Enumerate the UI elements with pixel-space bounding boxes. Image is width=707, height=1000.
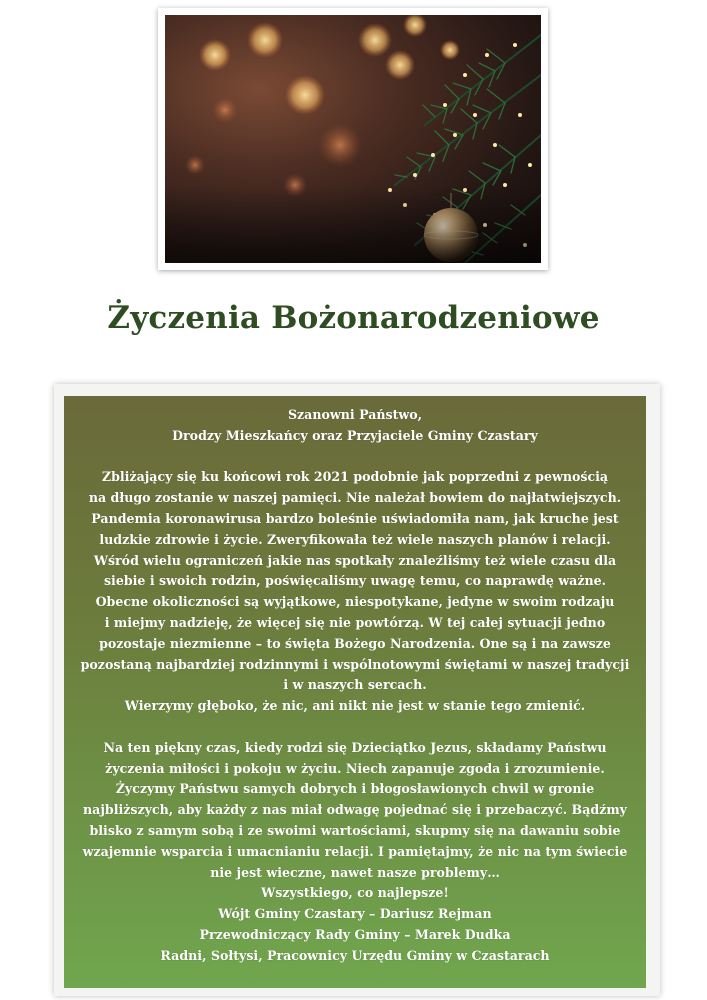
christmas-tree-illustration <box>165 15 541 263</box>
closing-line: Wszystkiego, co najlepsze! <box>261 885 449 901</box>
paragraph1-line: siebie i swoich rodzin, poświęcaliśmy uwagę temu, co naprawdę ważne. <box>103 573 607 589</box>
paragraph2-line: najbliższych, aby każdy z nas miał odwagę pojednać się i przebaczyć. Bądźmy <box>83 802 627 818</box>
greeting-line: Szanowni Państwo, <box>287 407 423 422</box>
signature-line: Przewodniczący Rady Gminy – Marek Dudka <box>199 926 511 942</box>
paragraph1-line: Zbliżający się ku końcowi rok 2021 podobnie jak poprzedni z pewnością <box>101 469 609 485</box>
page-title: Życzenia Bożonarodzeniowe <box>107 300 600 336</box>
signature-line: Radni, Sołtysi, Pracownicy Urzędu Gminy w Czastarach <box>160 947 550 963</box>
paragraph1-line: i w naszych sercach. <box>283 677 427 693</box>
paragraph2-line: wzajemnie wsparcia i umacnianiu relacji. I pamiętajmy, że nic na tym świecie <box>82 843 628 859</box>
paragraph1-line: Obecne okoliczności są wyjątkowe, niespotykane, jedyne w swoim rodzaju <box>95 594 615 610</box>
paragraph1-line: i miejmy nadzieję, że więcej się nie powtórzą. W tej całej sytuacji jedno <box>104 614 606 630</box>
paragraph1-line: Wśród wielu ograniczeń jakie nas spotkały znaleźliśmy też wiele czasu dla <box>93 552 617 568</box>
paragraph1-line: ludzkie zdrowie i życie. Zweryfikowała też wiele naszych planów i relacji. <box>99 531 611 547</box>
paragraph1-line: na długo zostanie w naszej pamięci. Nie należał bowiem do najłatwiejszych. <box>88 490 622 506</box>
paragraph2-line: Na ten piękny czas, kiedy rodzi się Dzieciątko Jezus, składamy Państwu <box>103 739 607 755</box>
paragraph2-line: blisko z samym sobą i ze swoimi wartościami, skupmy się na dawaniu sobie <box>89 822 621 838</box>
paragraph2-line: nie jest wieczne, nawet nasze problemy… <box>210 864 500 880</box>
paragraph-gap <box>64 717 646 738</box>
christmas-tree-photo <box>165 15 541 263</box>
paragraph1-line: pozostaje niezmienne – to święta Bożego Narodzenia. One są i na zawsze <box>99 635 611 651</box>
letter-text <box>64 405 646 967</box>
signature-line: Wójt Gminy Czastary – Dariusz Rejman <box>218 906 492 922</box>
paragraph1-line: Pandemia koronawirusa bardzo boleśnie uświadomiła nam, jak kruche jest <box>91 510 619 526</box>
paragraph2-line: życzenia miłości i pokoju w życiu. Niech zapanuje zgoda i zrozumienie. <box>105 760 605 776</box>
paragraph1-line: Wierzymy głęboko, że nic, ani nikt nie jest w stanie tego zmienić. <box>124 698 586 714</box>
paragraph1-line: pozostaną najbardziej rodzinnymi i wspólnotowymi świętami w naszej tradycji <box>80 656 630 672</box>
greeting-line: Drodzy Mieszkańcy oraz Przyjaciele Gminy Czastary <box>172 427 538 443</box>
header-photo-frame <box>158 8 548 270</box>
paragraph-gap <box>64 447 646 468</box>
paragraph2-line: Życzymy Państwu samych dobrych i błogosławionych chwil w gronie <box>115 781 595 797</box>
